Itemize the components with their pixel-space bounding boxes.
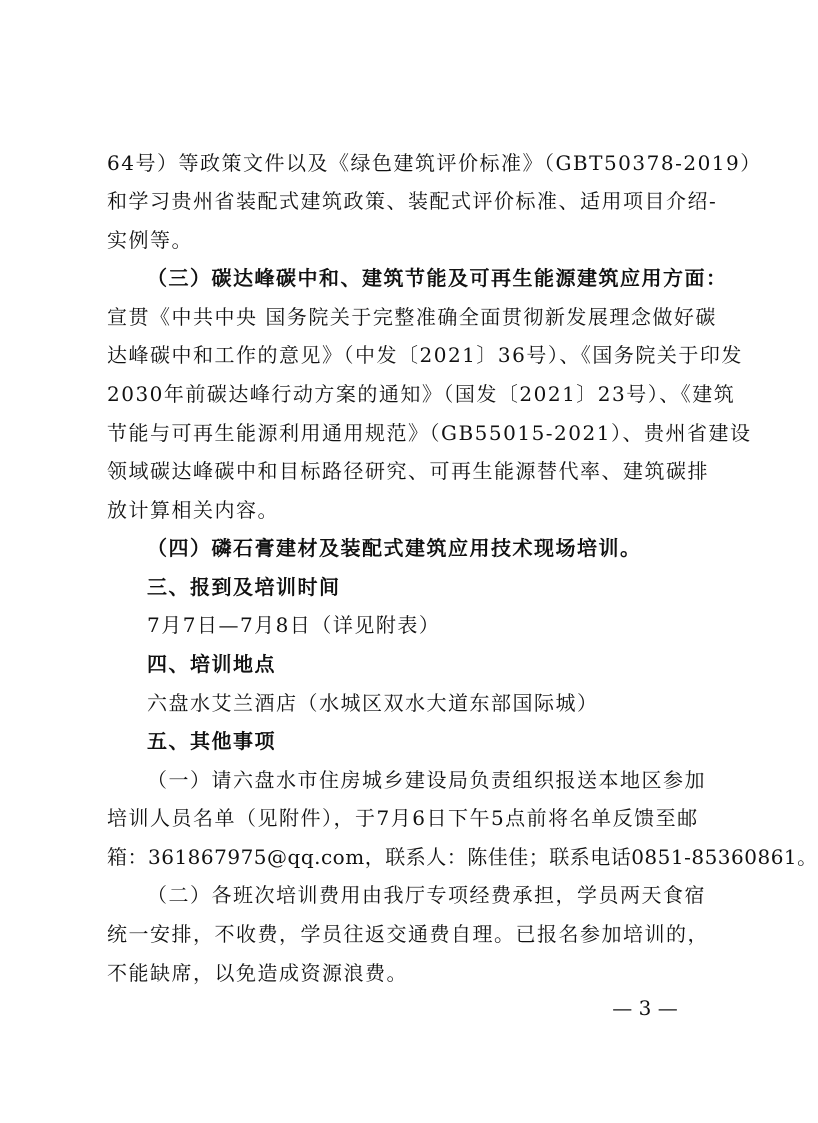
body-text-line: 六盘水艾兰酒店（水城区双水大道东部国际城） — [147, 691, 599, 715]
subsection-heading: （三）碳达峰碳中和、建筑节能及可再生能源建筑应用方面： — [147, 266, 728, 290]
body-text-line: 放计算相关内容。 — [107, 498, 279, 522]
page-number: — 3 — — [612, 996, 678, 1020]
section-heading: 四、培训地点 — [147, 652, 276, 676]
subsection-heading: （四）磷石膏建材及装配式建筑应用技术现场培训。 — [147, 536, 642, 560]
body-text-line: 节能与可再生能源利用通用规范》（GB55015-2021）、贵州省建设 — [107, 421, 752, 445]
body-text-line: 培训人员名单（见附件），于7月6日下午5点前将名单反馈至邮 — [107, 806, 699, 830]
body-text-line: （一）请六盘水市住房城乡建设局负责组织报送本地区参加 — [147, 768, 706, 792]
body-text-line: 达峰碳中和工作的意见》（中发〔2021〕36号）、《国务院关于印发 — [107, 343, 743, 367]
body-text-line: 和学习贵州省装配式建筑政策、装配式评价标准、适用项目介绍- — [107, 189, 718, 213]
body-text-line: 7月7日—7月8日（详见附表） — [147, 613, 441, 637]
body-text-line: 统一安排，不收费，学员往返交通费自理。已报名参加培训的， — [107, 922, 709, 946]
body-text-line: 64号）等政策文件以及《绿色建筑评价标准》（GBT50378-2019） — [107, 151, 762, 175]
section-heading: 三、报到及培训时间 — [147, 575, 341, 599]
body-text-line: 2030年前碳达峰行动方案的通知》（国发〔2021〕23号）、《建筑 — [107, 382, 736, 406]
body-text-line: 领域碳达峰碳中和目标路径研究、可再生能源替代率、建筑碳排 — [107, 459, 709, 483]
body-text-line: 实例等。 — [107, 228, 193, 252]
section-heading: 五、其他事项 — [147, 729, 276, 753]
body-text-line: 箱：361867975@qq.com，联系人：陈佳佳；联系电话0851-85360861。 — [107, 845, 818, 869]
body-text-line: （二）各班次培训费用由我厅专项经费承担，学员两天食宿 — [147, 883, 706, 907]
body-text-line: 不能缺席，以免造成资源浪费。 — [107, 961, 408, 985]
body-text-line: 宣贯《中共中央 国务院关于完整准确全面贯彻新发展理念做好碳 — [107, 305, 717, 329]
